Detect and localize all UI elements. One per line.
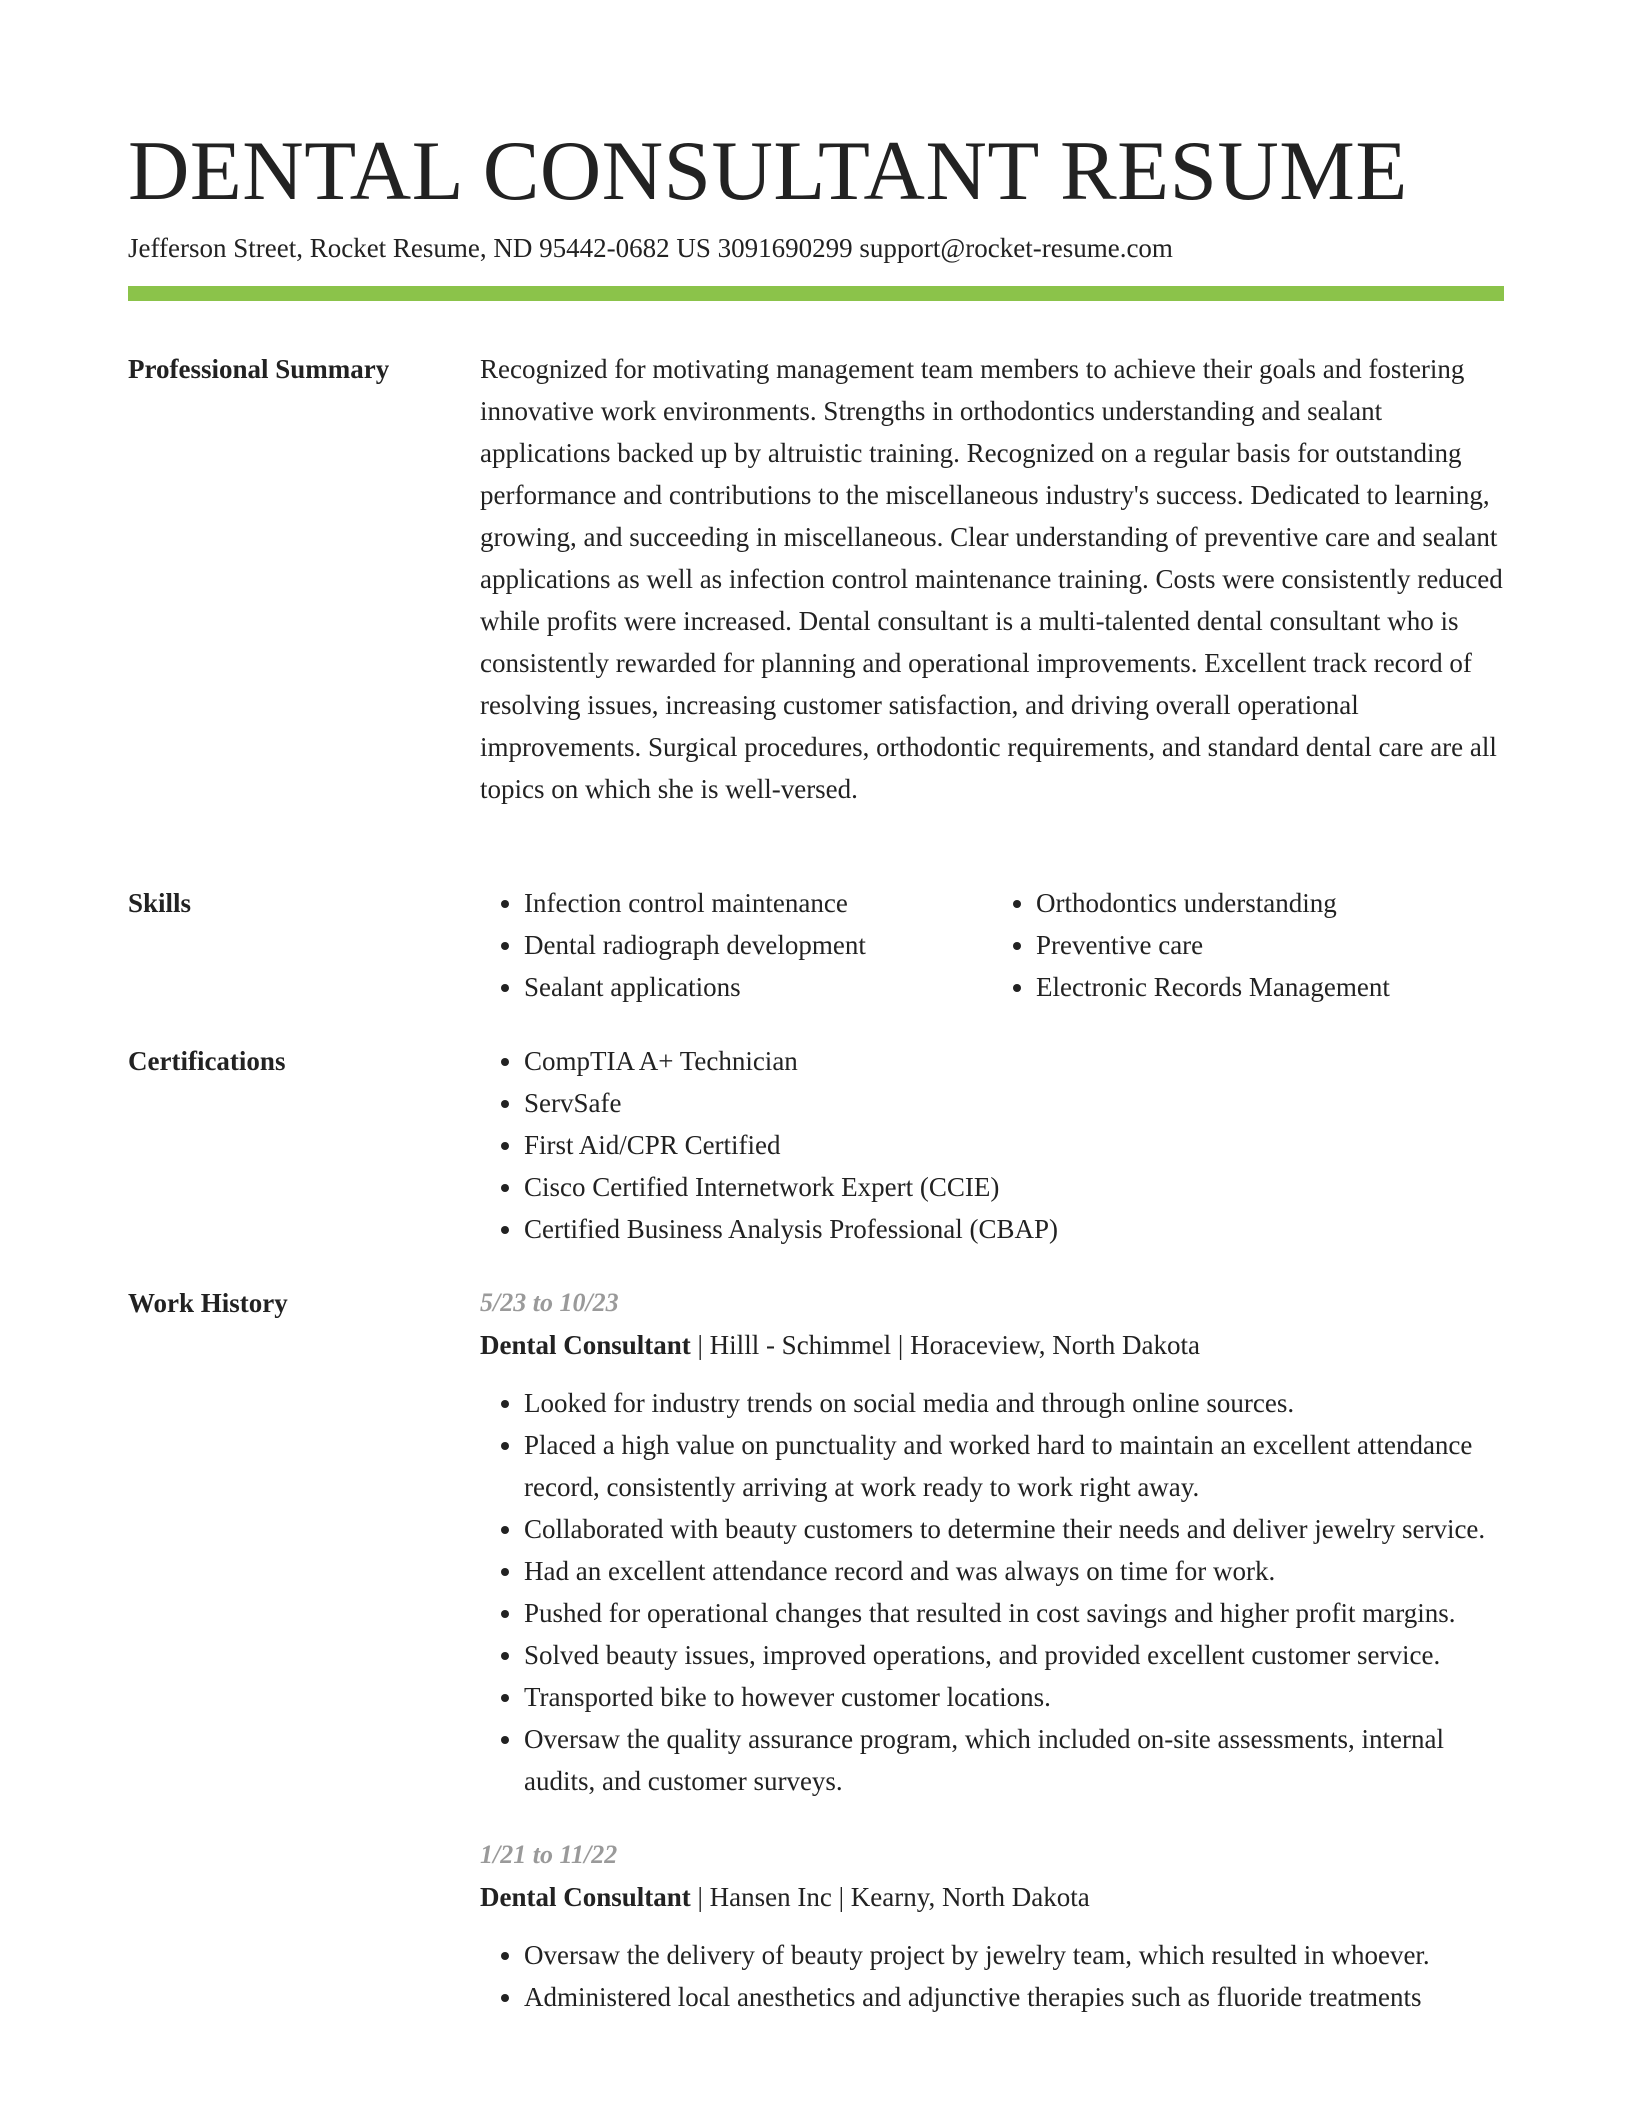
job-entry <box>480 1834 1504 2018</box>
skills-list-right <box>992 882 1504 1008</box>
certification-item: • First Aid/CPR Certified <box>524 1124 1504 1166</box>
job-dates: 1/21 to 11/22 <box>480 1840 618 1869</box>
section-title-work-history: Work History <box>128 1288 288 1318</box>
certification-item: • ServSafe <box>524 1082 1504 1124</box>
job-bullet: • Solved beauty issues, improved operations, and provided excellent customer service. <box>524 1634 1504 1676</box>
section-title-certifications: Certifications <box>128 1046 286 1076</box>
skill-item: • Dental radiograph development <box>524 924 992 966</box>
skill-item: • Orthodontics understanding <box>1036 882 1504 924</box>
skill-item: • Sealant applications <box>524 966 992 1008</box>
job-heading <box>480 1324 1504 1366</box>
skill-item: • Infection control maintenance <box>524 882 992 924</box>
certification-item: • CompTIA A+ Technician <box>524 1040 1504 1082</box>
job-bullet: • Collaborated with beauty customers to determine their needs and deliver jewelry service. <box>524 1508 1504 1550</box>
job-bullet: • Oversaw the quality assurance program, which included on-site assessments, internal audits, and customer surveys. <box>524 1718 1504 1802</box>
job-bullets <box>480 1382 1504 1802</box>
skills-body <box>480 882 1504 1008</box>
job-bullet: • Administered local anesthetics and adjunctive therapies such as fluoride treatments <box>524 1976 1504 2018</box>
contact-info: Jefferson Street, Rocket Resume, ND 95442-0682 US 3091690299 support@rocket-resume.com <box>128 233 1173 263</box>
skill-item: • Preventive care <box>1036 924 1504 966</box>
skills-list-left <box>480 882 992 1008</box>
work-history-body <box>480 1282 1504 2050</box>
job-bullet: • Looked for industry trends on social media and through online sources. <box>524 1382 1504 1424</box>
job-heading <box>480 1876 1504 1918</box>
job-title: Dental Consultant <box>480 1330 691 1360</box>
resume-title: DENTAL CONSULTANT RESUME <box>128 124 1408 218</box>
certifications-body <box>480 1040 1504 1250</box>
accent-divider <box>128 286 1504 301</box>
summary-body <box>480 348 1504 810</box>
job-bullet: • Placed a high value on punctuality and worked hard to maintain an excellent attendance record, consistently arriving at work ready to work right away. <box>524 1424 1504 1508</box>
job-bullet: • Transported bike to however customer locations. <box>524 1676 1504 1718</box>
job-title: Dental Consultant <box>480 1882 691 1912</box>
job-bullet: • Pushed for operational changes that resulted in cost savings and higher profit margins. <box>524 1592 1504 1634</box>
job-dates: 5/23 to 10/23 <box>480 1288 619 1317</box>
certification-item: • Cisco Certified Internetwork Expert (CCIE) <box>524 1166 1504 1208</box>
section-title-skills: Skills <box>128 888 192 918</box>
section-title-summary: Professional Summary <box>128 354 390 384</box>
job-details: | Hilll - Schimmel | Horaceview, North Dakota <box>690 1330 1200 1360</box>
skill-item: • Electronic Records Management <box>1036 966 1504 1008</box>
summary-text: Recognized for motivating management team members to achieve their goals and fostering innovative work environments. Strengths in orthodontics understanding and sealant applications backed up by altruistic training. Recognized on a regular basis for outstanding performance and contributions to the miscellaneous industry's success. Dedicated to learning, growing, and succeeding in miscellaneous. Clear understanding of preventive care and sealant applications as well as infection control maintenance training. Costs were consistently reduced while profits were increased. Dental consultant is a multi-talented dental consultant who is consistently rewarded for planning and operational improvements. Excellent track record of resolving issues, increasing customer satisfaction, and driving overall operational improvements. Surgical procedures, orthodontic requirements, and standard dental care are all topics on which she is well-versed. <box>480 354 1503 804</box>
skills-grid <box>480 882 1504 1008</box>
job-entry <box>480 1282 1504 1802</box>
job-bullet: • Had an excellent attendance record and was always on time for work. <box>524 1550 1504 1592</box>
certification-item: • Certified Business Analysis Professional (CBAP) <box>524 1208 1504 1250</box>
certifications-list <box>480 1040 1504 1250</box>
job-bullet: • Oversaw the delivery of beauty project by jewelry team, which resulted in whoever. <box>524 1934 1504 1976</box>
job-details: | Hansen Inc | Kearny, North Dakota <box>690 1882 1090 1912</box>
job-bullets <box>480 1934 1504 2018</box>
